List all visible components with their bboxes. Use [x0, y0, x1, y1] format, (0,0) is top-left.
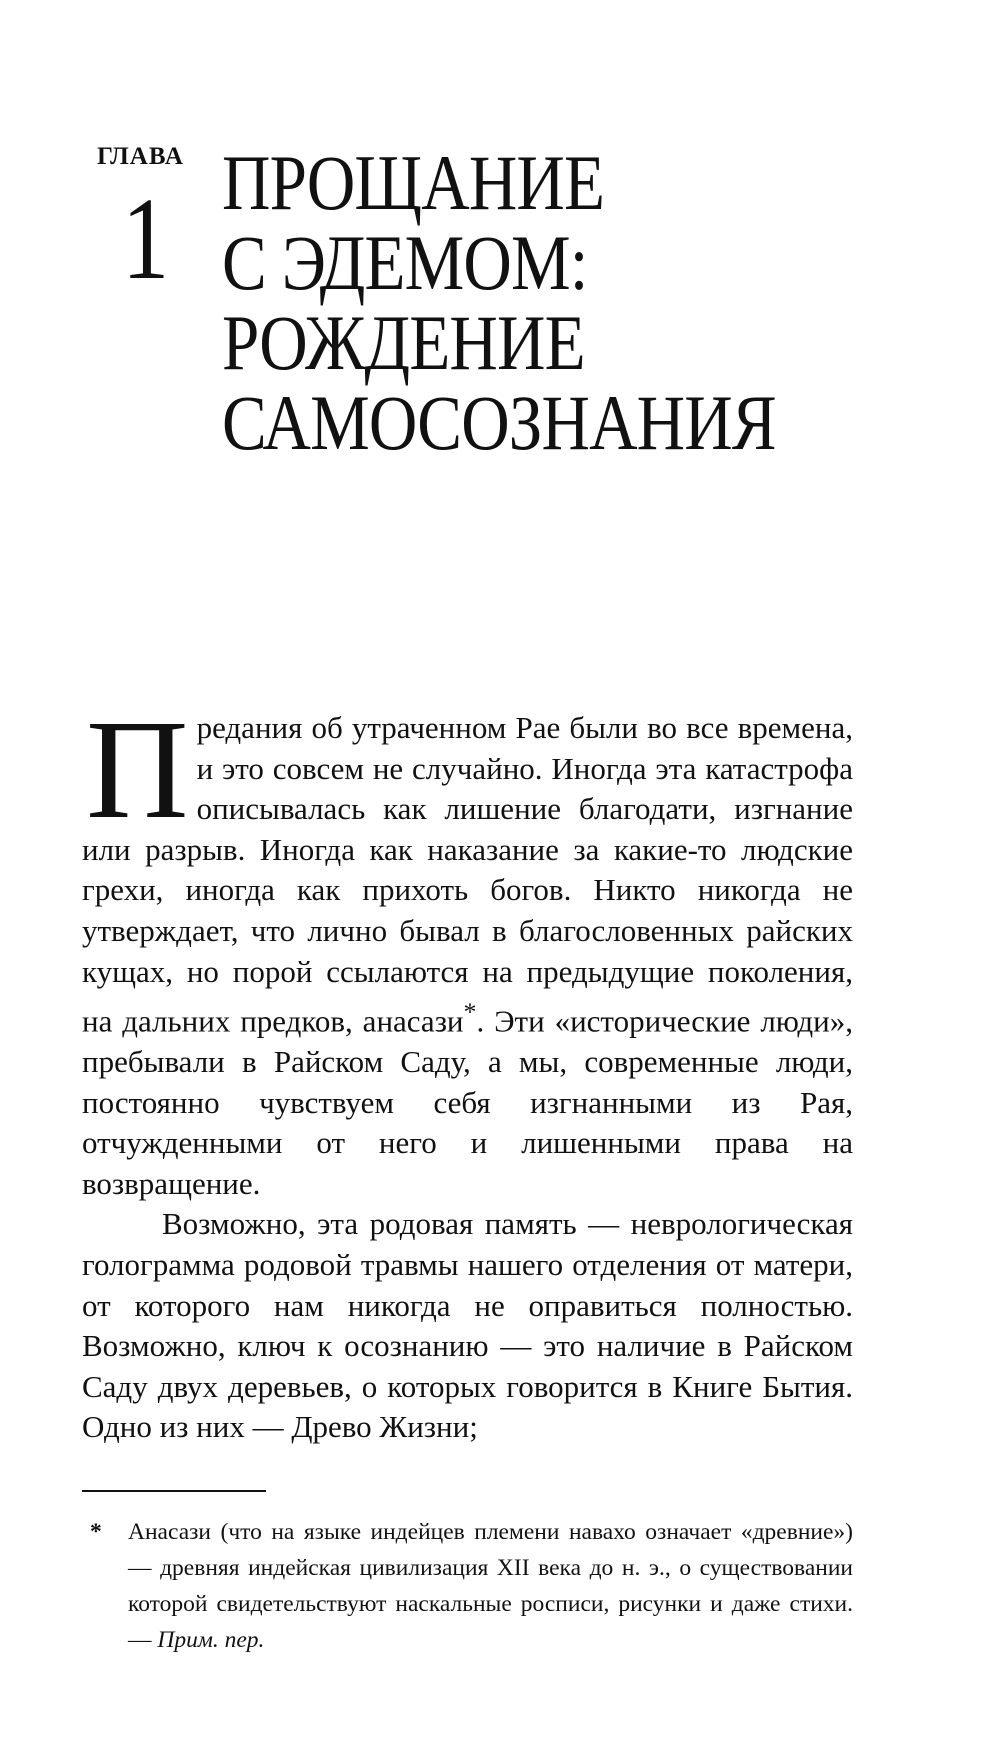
body-text: [82, 690, 853, 1448]
footnote-body: Анасази (что на языке индейцев племени навахо означает «древние») — древняя индейская цивилизация XII века до н. э., о существовании которой свидетельствуют наскальные росписи, рисунки и даже стихи. —: [128, 1519, 853, 1653]
paragraph-1: [82, 690, 853, 1204]
translator-note: Прим. пер.: [157, 1627, 265, 1653]
chapter-title-line: САМОСОЗНАНИЯ: [222, 379, 776, 466]
chapter-title-line: С ЭДЕМОМ:: [222, 219, 588, 306]
paragraph-2: Возможно, эта родовая память — неврологическая голограмма родовой травмы нашего отделения от матери, от которого нам никогда не оправиться полностью. Возможно, ключ к осознанию — это наличие в Райском Саду двух деревьев, о которых говорится в Книге Бытия. Одно из них — Древо Жизни;: [82, 1206, 853, 1445]
chapter-number: 1: [122, 173, 170, 304]
paragraph-1-text: редания об утраченном Рае были во все времена, и это совсем не случайно. Иногда эта катастрофа описывалась как лишение благодати, изгнание или разрыв. Иногда как наказание за какие-то людские грехи, иногда как прихоть богов. Никто никогда не утверждает, что лично бывал в благословенных райских кущах, но порой ссылаются на предыдущие поколения, на дальних предков, анасази: [82, 710, 853, 1039]
footnote-marker: *: [90, 1519, 102, 1545]
footnote: [82, 1514, 853, 1658]
chapter-title-line: ПРОЩАНИЕ: [222, 139, 605, 226]
chapter-label: ГЛАВА: [97, 143, 184, 170]
footnote-text: [128, 1514, 853, 1658]
footnote-divider: [82, 1490, 266, 1492]
paragraph-1-continuation: . Эти «исторические люди», пребывали в Райском Саду, а мы, современные люди, постоянно чувствуем себя изгнанными из Рая, отчужденными от него и лишенными права на возвращение.: [82, 1003, 853, 1201]
footnote-reference: *: [463, 997, 477, 1027]
chapter-title-line: РОЖДЕНИЕ: [222, 299, 585, 386]
chapter-title: [222, 139, 866, 466]
drop-cap: П: [86, 690, 189, 848]
